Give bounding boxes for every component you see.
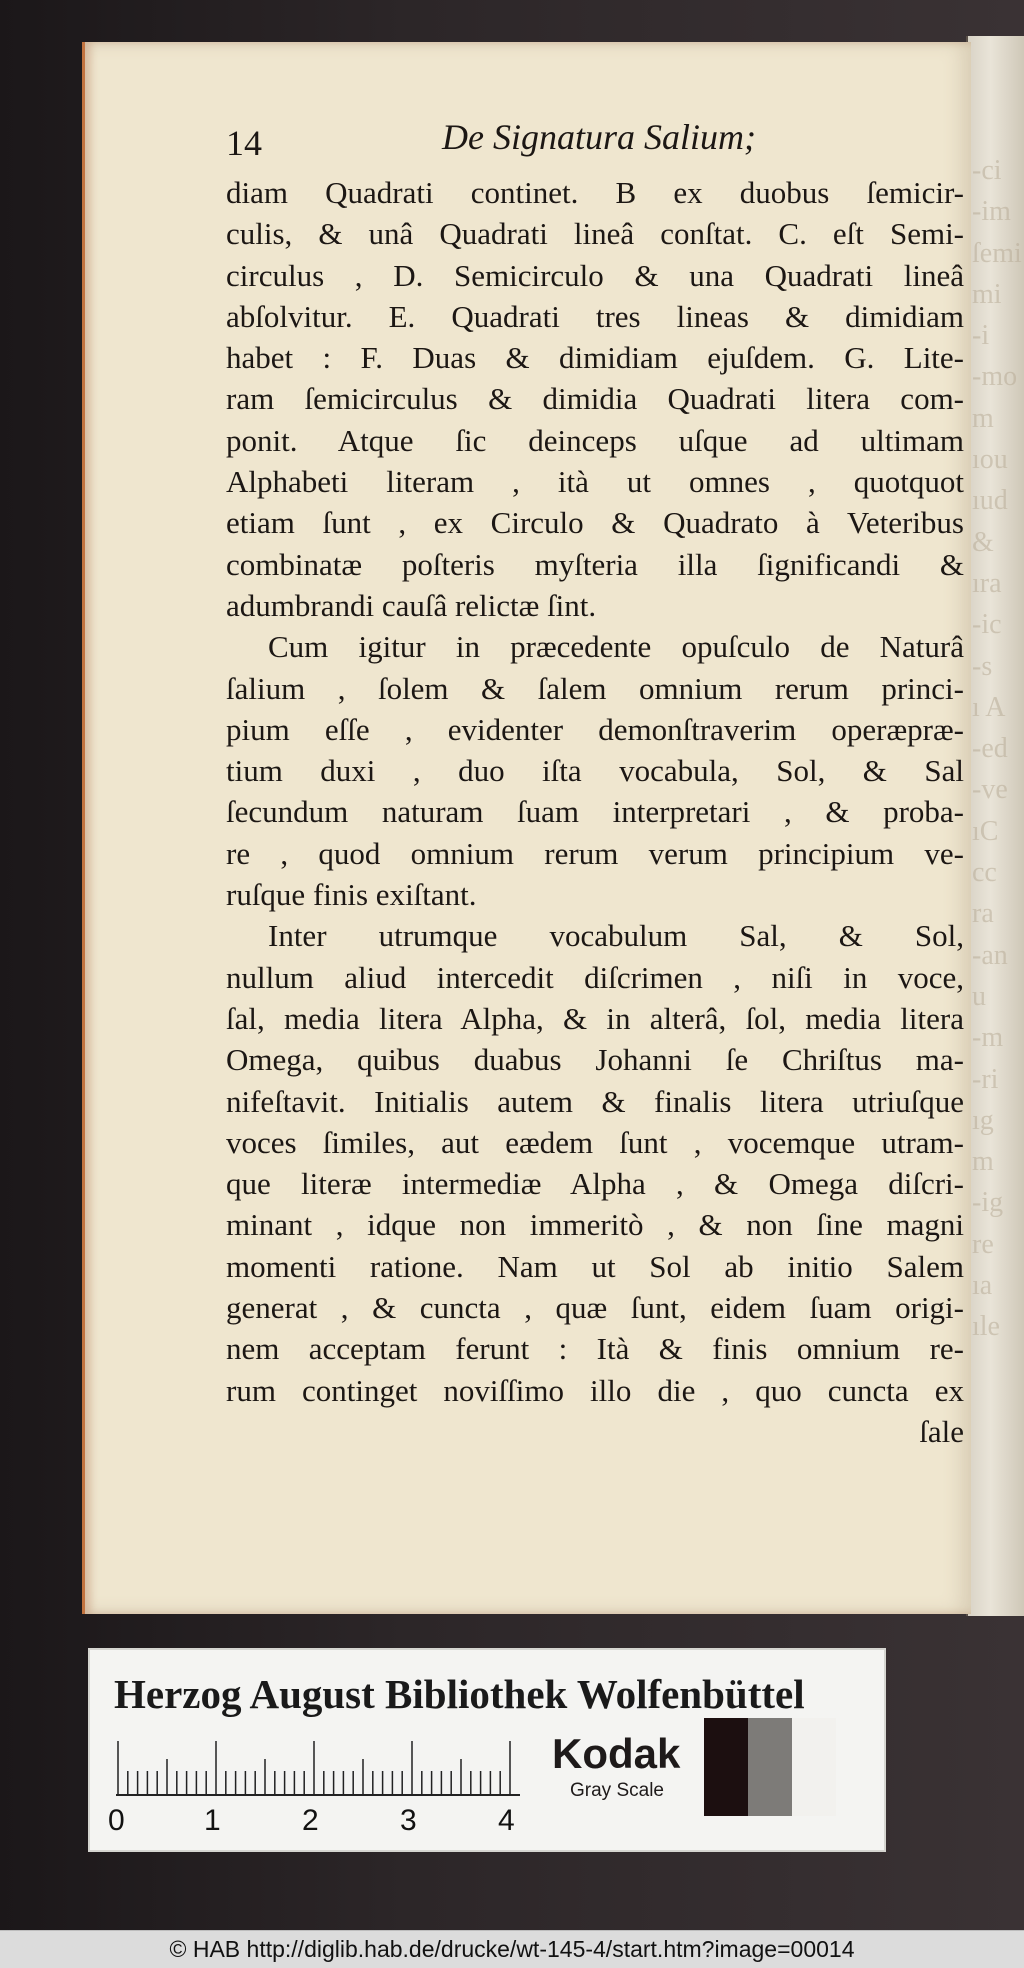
running-head — [226, 116, 964, 172]
gray-swatch-mid — [748, 1718, 792, 1816]
text-line: ſecundum naturam ſuam interpretari , & proba- — [226, 794, 964, 830]
text-line: diam Quadrati continet. B ex duobus ſemicir- — [226, 175, 964, 210]
text-line: tium duxi , duo iſta vocabula, Sol, & Sal — [226, 753, 964, 789]
text-line: abſolvitur. E. Quadrati tres lineas & dimidiam — [226, 298, 964, 334]
text-line: generat , & cuncta , quæ ſunt, eidem ſuam origi- — [226, 1290, 964, 1326]
running-head-title: De Signatura Salium; — [442, 117, 756, 157]
text-line: ponit. Atque ſic deinceps uſque ad ultimam — [226, 422, 964, 458]
text-line: voces ſimiles, aut eædem ſunt , vocemque utram- — [226, 1124, 964, 1160]
calibration-card — [88, 1648, 886, 1852]
text-line: Omega, quibus duabus Johanni ſe Chriſtus ma- — [226, 1042, 964, 1078]
footer-bar — [0, 1930, 1024, 1968]
gray-scale-swatches — [704, 1718, 836, 1816]
text-line: etiam ſunt , ex Circulo & Quadrato à Veteribus — [226, 505, 964, 541]
kodak-gray-scale-label: Gray Scale — [570, 1780, 664, 1801]
ruler-digit: 3 — [400, 1804, 417, 1837]
text-line: rum continget noviſſimo illo die , quo cuncta ex — [226, 1372, 964, 1408]
text-line: ſal, media litera Alpha, & in alterâ, ſol, media litera — [226, 1000, 964, 1036]
text-line: minant , idque non immeritò , & non ſine magni — [226, 1207, 964, 1243]
text-line: habet : F. Duas & dimidiam ejuſdem. G. Lite- — [226, 340, 964, 376]
body-text — [226, 172, 964, 1452]
text-line: ſalium , ſolem & ſalem omnium rerum princi- — [226, 670, 964, 706]
text-line: ruſque finis exiſtant. — [226, 877, 477, 913]
page-number: 14 — [226, 123, 262, 163]
text-line: momenti ratione. Nam ut Sol ab initio Salem — [226, 1248, 964, 1284]
text-line: adumbrandi cauſâ relictæ ſint. — [226, 587, 597, 623]
text-line: Alphabeti literam , ità ut omnes , quotquot — [226, 464, 964, 500]
footer-credit: © HAB http://diglib.hab.de/drucke/wt-145-4/start.htm?image=00014 — [169, 1936, 855, 1962]
ruler-digit: 2 — [302, 1804, 319, 1837]
text-line: circulus , D. Semicirculo & una Quadrati lineâ — [226, 257, 964, 293]
text-line: nem acceptam ferunt : Ità & finis omnium re- — [226, 1331, 964, 1367]
text-line: que literæ intermediæ Alpha , & Omega diſcri- — [226, 1166, 964, 1202]
text-line: culis, & unâ Quadrati lineâ conſtat. C. eſt Semi- — [226, 216, 964, 252]
text-line: Cum igitur in præcedente opuſculo de Naturâ — [268, 629, 964, 665]
catchword: ſale — [919, 1413, 964, 1449]
library-name: Herzog August Bibliothek Wolfenbüttel — [114, 1671, 805, 1717]
text-line: re , quod omnium rerum verum principium ve- — [226, 835, 964, 871]
measurement-ruler — [116, 1740, 520, 1796]
text-line: ram ſemicirculus & dimidia Quadrati litera com- — [226, 381, 964, 417]
text-line: nullum aliud intercedit diſcrimen , niſi in voce, — [226, 959, 964, 995]
text-line: nifeſtavit. Initialis autem & finalis litera utriuſque — [226, 1083, 964, 1119]
ruler-digit: 4 — [498, 1804, 515, 1837]
page-text-block — [226, 116, 964, 1452]
kodak-logo: Kodak — [552, 1730, 681, 1777]
text-line: pium eſſe , evidenter demonſtraverim operæpræ- — [226, 711, 964, 747]
gray-swatch-light — [792, 1718, 836, 1816]
ruler-digit: 1 — [204, 1804, 221, 1837]
text-line: combinatæ poſteris myſteria illa ſignificandi & — [226, 546, 964, 582]
ruler-digit: 0 — [108, 1804, 125, 1837]
facing-page-bleed: -ci -im ſemi mi -i -mo m ıou ıud & ıra -ic -s ı A -ed -ve ıC cc ra -an u -m -ri ıg m -ig re ıa ıle — [972, 155, 1022, 1343]
gray-swatch-dark — [704, 1718, 748, 1816]
text-line: Inter utrumque vocabulum Sal, & Sol, — [268, 918, 964, 954]
ruler-digits — [108, 1804, 515, 1844]
